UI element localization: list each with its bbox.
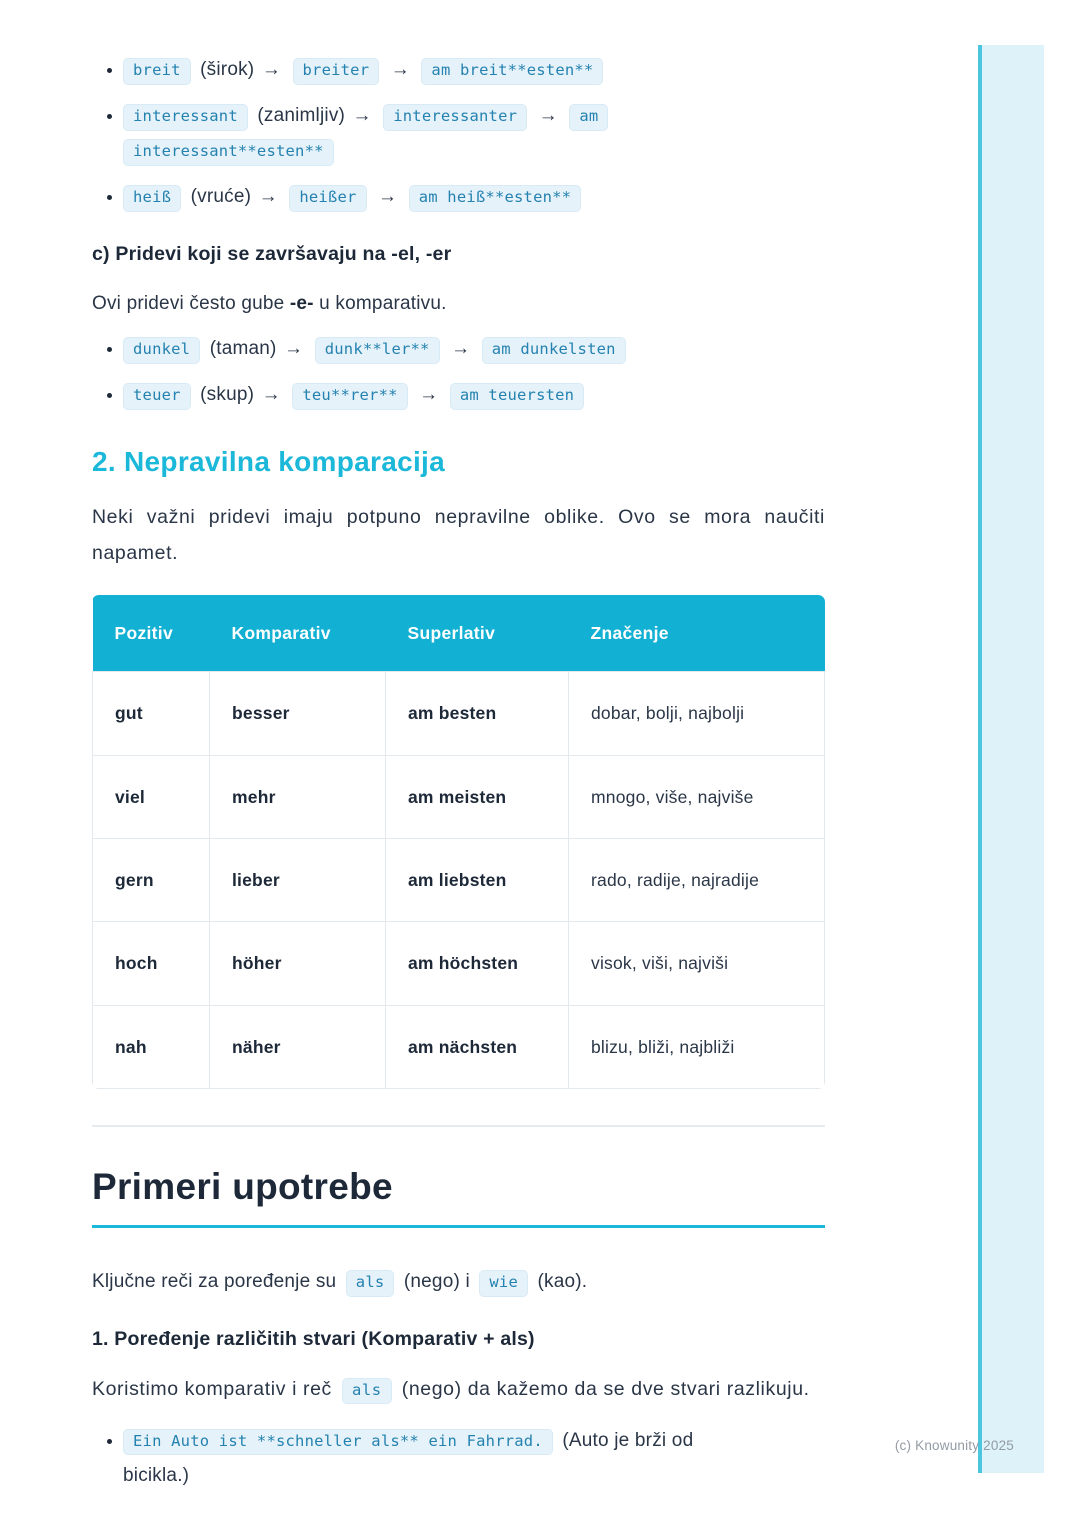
- table-cell: am meisten: [386, 755, 569, 838]
- table-cell: höher: [210, 922, 386, 1005]
- examples-heading: Primeri upotrebe: [92, 1165, 825, 1228]
- table-cell: am liebsten: [386, 838, 569, 921]
- paragraph-text: u komparativu.: [313, 292, 447, 314]
- table-cell: blizu, bliži, najbliži: [569, 1005, 825, 1088]
- paragraph-text: Koristimo komparativ i reč: [92, 1377, 338, 1400]
- arrow-icon: →: [261, 59, 282, 80]
- list-item: [123, 377, 825, 412]
- document-content: [92, 42, 825, 1501]
- table-cell: besser: [210, 672, 386, 755]
- table-cell: am besten: [386, 672, 569, 755]
- table-header: Značenje: [569, 595, 825, 672]
- code-inline: als: [342, 1378, 392, 1405]
- side-accent-band: [978, 45, 1044, 1473]
- table-row: [93, 1005, 825, 1088]
- code-positive: heiß: [123, 185, 181, 212]
- irregular-comparison-table: [92, 595, 825, 1089]
- gloss-text: (Auto je brži od bicikla.): [123, 1429, 694, 1487]
- table-header: Superlativ: [386, 595, 569, 672]
- table-cell: dobar, bolji, najbolji: [569, 672, 825, 755]
- table-row: [93, 672, 825, 755]
- table-header: Komparativ: [210, 595, 386, 672]
- gloss-text: (zanimljiv): [257, 105, 346, 127]
- arrow-icon: →: [352, 105, 372, 127]
- list-item: [123, 52, 825, 87]
- table-cell: mnogo, više, najviše: [569, 755, 825, 838]
- list-item: [123, 331, 825, 366]
- code-example-sentence: Ein Auto ist **schneller als** ein Fahrrad.: [123, 1429, 553, 1456]
- code-superlative: am teuersten: [450, 383, 584, 410]
- table-header-row: [93, 595, 825, 672]
- table-cell: viel: [93, 755, 210, 838]
- comparison-als-heading: 1. Poređenje različitih stvari (Komparativ + als): [92, 1327, 535, 1350]
- table-cell: nah: [93, 1005, 210, 1088]
- section-2-heading: 2. Nepravilna komparacija: [92, 446, 446, 478]
- bold-e-text: -e-: [289, 292, 314, 314]
- table-body: [93, 672, 825, 1089]
- gloss-text: (širok): [200, 59, 255, 80]
- arrow-icon: →: [390, 59, 410, 80]
- list-item: [123, 1423, 763, 1493]
- paragraph-text: Ovi pridevi često gube: [92, 292, 290, 314]
- code-comparative: breiter: [293, 58, 380, 85]
- section-divider: [92, 1125, 825, 1127]
- code-superlative: am: [569, 104, 608, 131]
- code-positive: interessant: [123, 104, 248, 131]
- paragraph-text: Ključne reči za poređenje su: [92, 1271, 342, 1293]
- code-positive: dunkel: [123, 337, 200, 364]
- section-c-paragraph: [92, 286, 825, 321]
- example-sentence-list: [92, 1423, 825, 1493]
- table-cell: am nächsten: [386, 1005, 569, 1088]
- comparison-als-paragraph: [92, 1371, 825, 1407]
- paragraph-text: (kao).: [531, 1271, 588, 1293]
- table-cell: gern: [93, 838, 210, 921]
- code-comparative: interessanter: [383, 104, 527, 131]
- code-positive: breit: [123, 58, 191, 85]
- code-inline: als: [346, 1270, 395, 1297]
- list-item: [123, 179, 825, 214]
- arrow-icon: →: [258, 186, 278, 208]
- copyright-text: (c) Knowunity 2025: [894, 1438, 1014, 1453]
- code-comparative: dunk**ler**: [315, 337, 440, 364]
- superlative-esten-list: [92, 52, 825, 215]
- table-cell: gut: [93, 672, 210, 755]
- table-cell: lieber: [210, 838, 386, 921]
- arrow-icon: →: [419, 384, 439, 406]
- table-cell: visok, viši, najviši: [569, 922, 825, 1005]
- arrow-icon: →: [284, 338, 304, 359]
- table-head: [93, 595, 825, 672]
- list-item: [123, 98, 825, 168]
- gloss-text: (skup): [200, 384, 255, 406]
- el-er-list: [92, 331, 825, 412]
- arrow-icon: →: [261, 384, 281, 406]
- code-superlative: interessant**esten**: [123, 139, 334, 166]
- code-comparative: heißer: [289, 185, 366, 212]
- code-superlative: am breit**esten**: [421, 58, 603, 85]
- arrow-icon: →: [538, 105, 558, 127]
- comparison-table-wrapper: [92, 595, 825, 1089]
- section-c-heading: c) Pridevi koji se završavaju na -el, -er: [92, 242, 452, 265]
- table-row: [93, 838, 825, 921]
- code-comparative: teu**rer**: [292, 383, 407, 410]
- table-cell: hoch: [93, 922, 210, 1005]
- table-cell: mehr: [210, 755, 386, 838]
- table-cell: rado, radije, najradije: [569, 838, 825, 921]
- paragraph-text: (nego) i: [398, 1271, 476, 1293]
- gloss-text: (taman): [209, 338, 277, 359]
- code-superlative: am heiß**esten**: [409, 185, 582, 212]
- arrow-icon: →: [451, 338, 471, 359]
- table-header: Pozitiv: [93, 595, 210, 672]
- examples-intro: [92, 1264, 825, 1299]
- arrow-icon: →: [378, 186, 398, 208]
- table-cell: näher: [210, 1005, 386, 1088]
- table-row: [93, 755, 825, 838]
- section-2-paragraph: Neki važni pridevi imaju potpuno nepravilne oblike. Ovo se mora naučiti napamet.: [92, 505, 825, 564]
- table-row: [93, 922, 825, 1005]
- gloss-text: (vruće): [190, 186, 252, 208]
- code-positive: teuer: [123, 383, 191, 410]
- table-cell: am höchsten: [386, 922, 569, 1005]
- paragraph-text: (nego) da kažemo da se dve stvari razlikuju.: [395, 1377, 810, 1400]
- code-inline: wie: [479, 1270, 528, 1297]
- code-superlative: am dunkelsten: [482, 337, 626, 364]
